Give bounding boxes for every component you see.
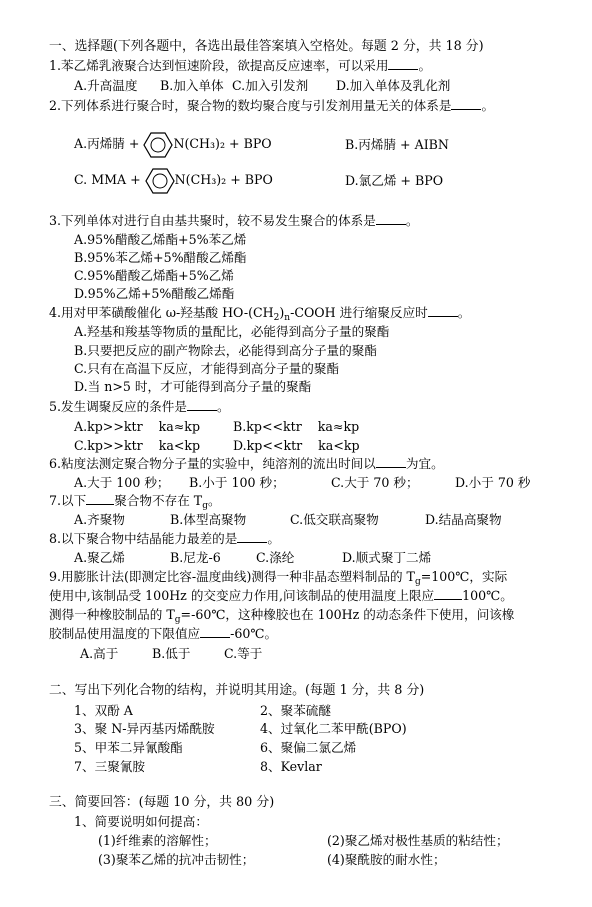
q4-blank[interactable] (428, 304, 458, 317)
q3-stem (49, 212, 418, 229)
benzene-ring-icon (145, 167, 175, 195)
q5-option-d[interactable]: D.kp<<ktr ka<kp (233, 438, 360, 453)
section2-item-8: 8、Kevlar (260, 759, 322, 774)
q4-sub-2: 2 (273, 313, 280, 323)
q1-option-d[interactable]: D.加入单体及乳化剂 (336, 78, 451, 93)
q9-line3-pre: 测得一种橡胶制品的 T (49, 607, 175, 622)
q9-line2 (49, 587, 513, 604)
section2-item-7: 7、三聚氰胺 (74, 759, 145, 774)
q4-option-a[interactable]: A.羟基和羧基等物质的量配比，必能得到高分子量的聚酯 (74, 324, 390, 339)
q3-stem-text: 3.下列单体对进行自由基共聚时，较不易发生聚合的体系是 (49, 213, 376, 228)
section1-title: 一、选择题(下列各题中，各选出最佳答案填入空格处。每题 2 分，共 18 分) (49, 39, 484, 54)
q5-stem-text: 5.发生调聚反应的条件是 (49, 399, 187, 414)
q7-option-c[interactable]: C.低交联高聚物 (290, 512, 379, 527)
q9-line3-post: =-60℃，这种橡胶也在 100Hz 的动态条件下使用，问该橡 (180, 607, 515, 622)
q9-line1-pre: 9.用膨胀计法(即测定比容-温度曲线)测得一种非晶态塑料制品的 T (49, 569, 415, 584)
q6-end: 为宜。 (405, 456, 444, 471)
q2-option-c[interactable] (74, 166, 273, 194)
section3-q1-item-2: (2)聚乙烯对极性基质的粘结性； (327, 833, 509, 848)
q9-line3-sub: g (174, 615, 181, 625)
q4-end: 。 (457, 305, 471, 320)
q2-option-a[interactable] (74, 130, 272, 158)
q1-option-c[interactable]: C.加入引发剂 (232, 78, 309, 93)
q9-line2-post: 100℃。 (462, 588, 513, 603)
q8-option-a[interactable]: A.聚乙烯 (74, 550, 125, 565)
q7-option-b[interactable]: B.体型高聚物 (170, 512, 247, 527)
q3-option-d[interactable]: D.95%乙烯+5%醋酸乙烯酯 (74, 286, 235, 301)
q3-option-b[interactable]: B.95%苯乙烯+5%醋酸乙烯酯 (74, 250, 247, 265)
q4-option-c[interactable]: C.只有在高温下反应，才能得到高分子量的聚酯 (74, 361, 340, 376)
q9-line4 (49, 625, 277, 642)
q4-stem-pre: 4.用对甲苯磺酸催化 ω-羟基酸 HO-(CH (49, 305, 274, 320)
q7-option-a[interactable]: A.齐聚物 (74, 512, 125, 527)
q2-option-c-post: N(CH₃)₂ + BPO (174, 172, 273, 187)
q7-blank[interactable] (86, 492, 114, 505)
q9-option-c[interactable]: C.等于 (224, 646, 263, 661)
q8-option-b[interactable]: B.尼龙-6 (170, 550, 221, 565)
section2-item-4: 4、过氧化二苯甲酰(BPO) (260, 721, 407, 736)
q5-option-c[interactable]: C.kp>>ktr ka<kp (74, 438, 201, 453)
q6-stem (49, 455, 444, 472)
q9-option-a[interactable]: A.高于 (80, 646, 119, 661)
section3-q1-item-1: (1)纤维素的溶解性； (98, 833, 217, 848)
section2-item-3: 3、聚 N-异丙基丙烯酰胺 (74, 721, 215, 736)
q2-stem-text: 2.下列体系进行聚合时，聚合物的数均聚合度与引发剂用量无关的体系是 (49, 98, 452, 113)
section2-item-2: 2、聚苯硫醚 (260, 703, 331, 718)
q9-blank-1[interactable] (434, 587, 462, 600)
q9-option-b[interactable]: B.低于 (152, 646, 191, 661)
q1-stem-text: 1.苯乙烯乳液聚合达到恒速阶段，欲提高反应速率，可以采用 (49, 58, 389, 73)
q6-option-b[interactable]: B.小于 100 秒； (189, 475, 285, 490)
q5-option-b[interactable]: B.kp<<ktr ka≈kp (233, 419, 360, 434)
q3-blank[interactable] (376, 212, 406, 225)
section2-item-6: 6、聚偏二氯乙烯 (260, 740, 357, 755)
q8-stem (49, 530, 280, 547)
q2-option-c-pre: C. MMA + (74, 172, 141, 187)
section3-q1-item-4: (4)聚酰胺的耐水性； (327, 852, 446, 867)
q6-blank[interactable] (376, 455, 406, 468)
q4-option-b[interactable]: B.只要把反应的副产物除去，必能得到高分子量的聚酯 (74, 343, 377, 358)
q7-stem-post: 聚合物不存在 T (114, 493, 203, 508)
q1-blank[interactable] (388, 57, 418, 70)
q4-sub-n: n (284, 313, 291, 323)
q8-stem-text: 8.以下聚合物中结晶能力最差的是 (49, 531, 238, 546)
section3-title: 三、简要回答：(每题 10 分，共 80 分) (49, 795, 275, 810)
q3-end: 。 (405, 213, 419, 228)
q9-blank-2[interactable] (200, 625, 230, 638)
q3-option-a[interactable]: A.95%醋酸乙烯酯+5%苯乙烯 (74, 232, 247, 247)
q4-stem-post: -COOH 进行缩聚反应时 (290, 305, 428, 320)
q1-stem (49, 57, 431, 74)
q8-blank[interactable] (237, 530, 267, 543)
q9-line4-pre: 胶制品使用温度的下限值应 (49, 626, 201, 641)
q7-sub-g: g (202, 501, 208, 511)
q2-option-b[interactable]: B.丙烯腈 + AIBN (345, 137, 449, 152)
q7-end: 。 (207, 493, 221, 508)
section3-q1-item-3: (3)聚苯乙烯的抗冲击韧性； (98, 852, 255, 867)
q5-blank[interactable] (187, 398, 217, 411)
q7-option-d[interactable]: D.结晶高聚物 (425, 512, 502, 527)
q6-option-d[interactable]: D.小于 70 秒 (455, 475, 531, 490)
q9-line2-pre: 使用中,该制品受 100Hz 的交变应力作用,问该制品的使用温度上限应 (49, 588, 435, 603)
q2-blank[interactable] (451, 97, 481, 110)
q1-end: 。 (418, 58, 432, 73)
q1-option-a[interactable]: A.升高温度 (74, 78, 138, 93)
section2-item-5: 5、甲苯二异氰酸酯 (74, 740, 183, 755)
q2-end: 。 (481, 98, 495, 113)
q5-end: 。 (216, 399, 230, 414)
q3-option-c[interactable]: C.95%醋酸乙烯酯+5%乙烯 (74, 268, 234, 283)
q5-option-a[interactable]: A.kp>>ktr ka≈kp (74, 419, 201, 434)
q6-option-c[interactable]: C.大于 70 秒； (331, 475, 419, 490)
q4-close-paren: ) (279, 305, 285, 320)
q2-option-a-post: N(CH₃)₂ + BPO (173, 136, 272, 151)
q8-end: 。 (267, 531, 280, 546)
q2-option-d[interactable]: D.氯乙烯 + BPO (345, 173, 444, 188)
q8-option-d[interactable]: D.顺式聚丁二烯 (342, 550, 432, 565)
q9-line1-sub: g (414, 577, 421, 587)
q9-line4-post: -60℃。 (230, 626, 278, 641)
q2-stem (49, 97, 494, 114)
q6-stem-text: 6.粘度法测定聚合物分子量的实验中，纯溶剂的流出时间以 (49, 456, 376, 471)
benzene-ring-icon (143, 131, 173, 159)
q2-option-a-pre: A.丙烯腈 + (74, 136, 140, 151)
section2-title: 二、写出下列化合物的结构，并说明其用途。(每题 1 分，共 8 分) (49, 683, 425, 698)
q1-option-b[interactable]: B.加入单体 (160, 78, 224, 93)
section3-q1-stem: 1、简要说明如何提高： (74, 814, 208, 829)
q4-option-d[interactable]: D.当 n>5 时，才可能得到高分子量的聚酯 (74, 379, 312, 394)
q9-line1-post: =100℃，实际 (420, 569, 508, 584)
q7-stem-pre: 7.以下 (49, 493, 87, 508)
section2-item-1: 1、双酚 A (74, 703, 133, 718)
q5-stem (49, 398, 230, 415)
q6-option-a[interactable]: A.大于 100 秒； (74, 475, 170, 490)
q8-option-c[interactable]: C.涤纶 (256, 550, 295, 565)
